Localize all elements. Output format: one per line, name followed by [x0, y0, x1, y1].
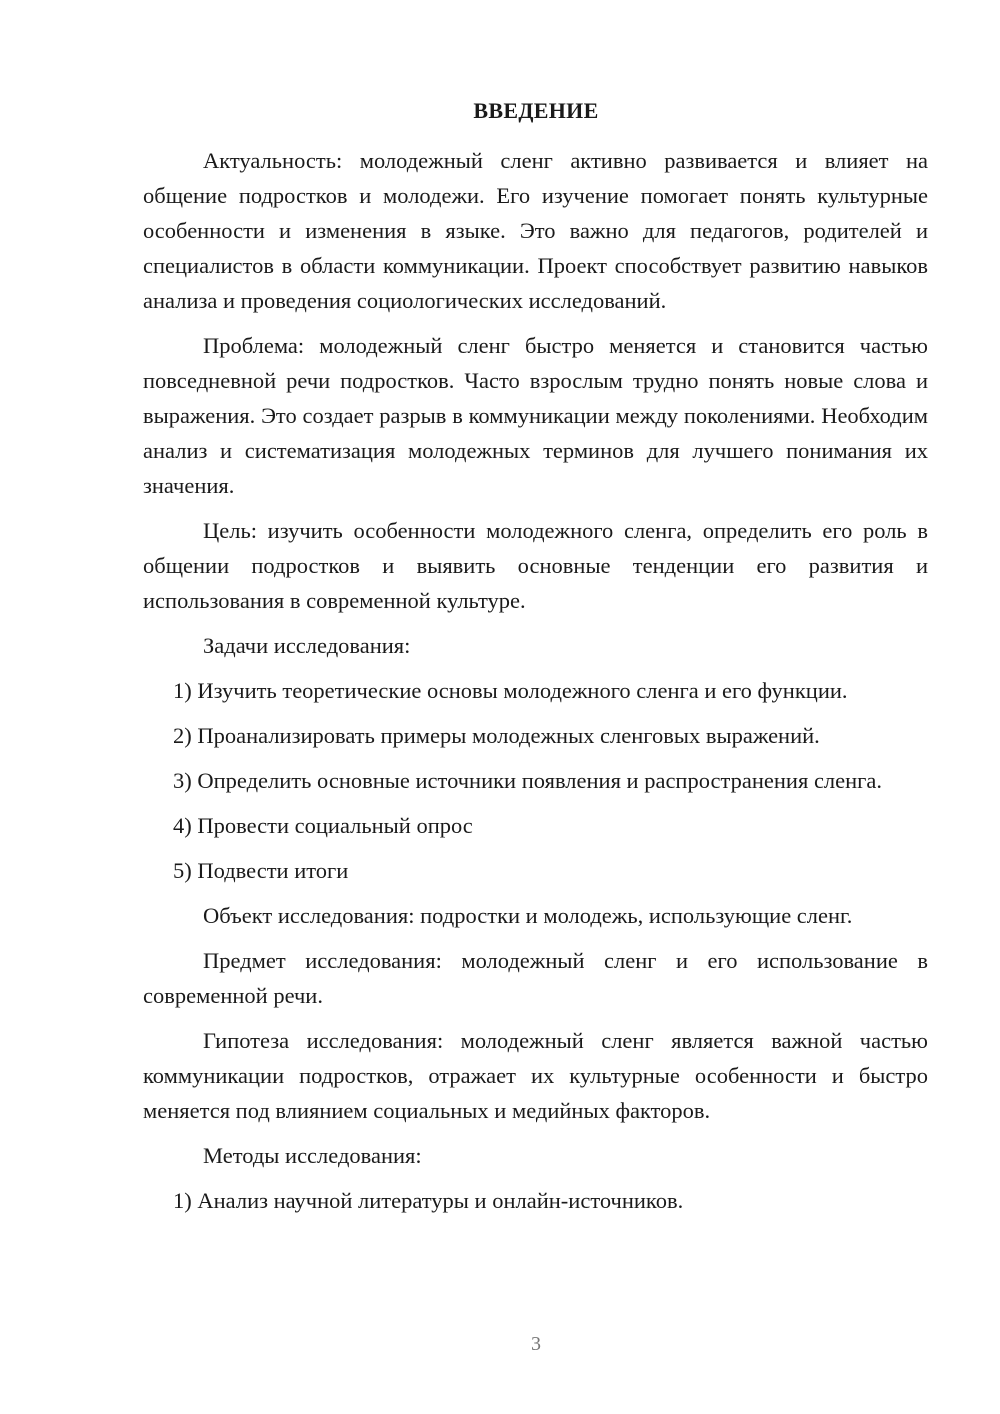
tasks-heading: Задачи исследования:	[203, 633, 411, 658]
paragraph-hypothesis: Гипотеза исследования: молодежный сленг является важной частью коммуникации подростков, отражает их культурные особенности и быстро меняется под влиянием социальных и медийных факторов.	[143, 1028, 928, 1123]
method-item-1: 1) Анализ научной литературы и онлайн-источников.	[173, 1188, 684, 1213]
paragraph-subject: Предмет исследования: молодежный сленг и его использование в современной речи.	[143, 948, 928, 1008]
task-item-4: 4) Провести социальный опрос	[173, 813, 473, 838]
paragraph-relevance: Актуальность: молодежный сленг активно развивается и влияет на общение подростков и молодежи. Его изучение помогает понять культурные особенности и изменения в языке. Это важно для педагогов, родителей и специалистов в области коммуникации. Проект способствует развитию навыков анализа и проведения социологических исследований.	[143, 148, 928, 313]
document-body	[143, 143, 928, 1228]
task-item-5: 5) Подвести итоги	[173, 858, 349, 883]
paragraph-problem: Проблема: молодежный сленг быстро меняется и становится частью повседневной речи подростков. Часто взрослым трудно понять новые слова и выражения. Это создает разрыв в коммуникации между поколениями. Необходим анализ и систематизация молодежных терминов для лучшего понимания их значения.	[143, 333, 928, 498]
task-item-2: 2) Проанализировать примеры молодежных сленговых выражений.	[173, 723, 820, 748]
task-item-3: 3) Определить основные источники появления и распространения сленга.	[173, 768, 883, 793]
paragraph-goal: Цель: изучить особенности молодежного сленга, определить его роль в общении подростков и выявить основные тенденции его развития и использования в современной культуре.	[143, 518, 928, 613]
page-title: ВВЕДЕНИЕ	[473, 98, 599, 123]
page-number: 3	[531, 1333, 541, 1355]
paragraph-object: Объект исследования: подростки и молодежь, использующие сленг.	[203, 903, 853, 928]
task-item-1: 1) Изучить теоретические основы молодежного сленга и его функции.	[173, 678, 848, 703]
methods-heading: Методы исследования:	[203, 1143, 422, 1168]
